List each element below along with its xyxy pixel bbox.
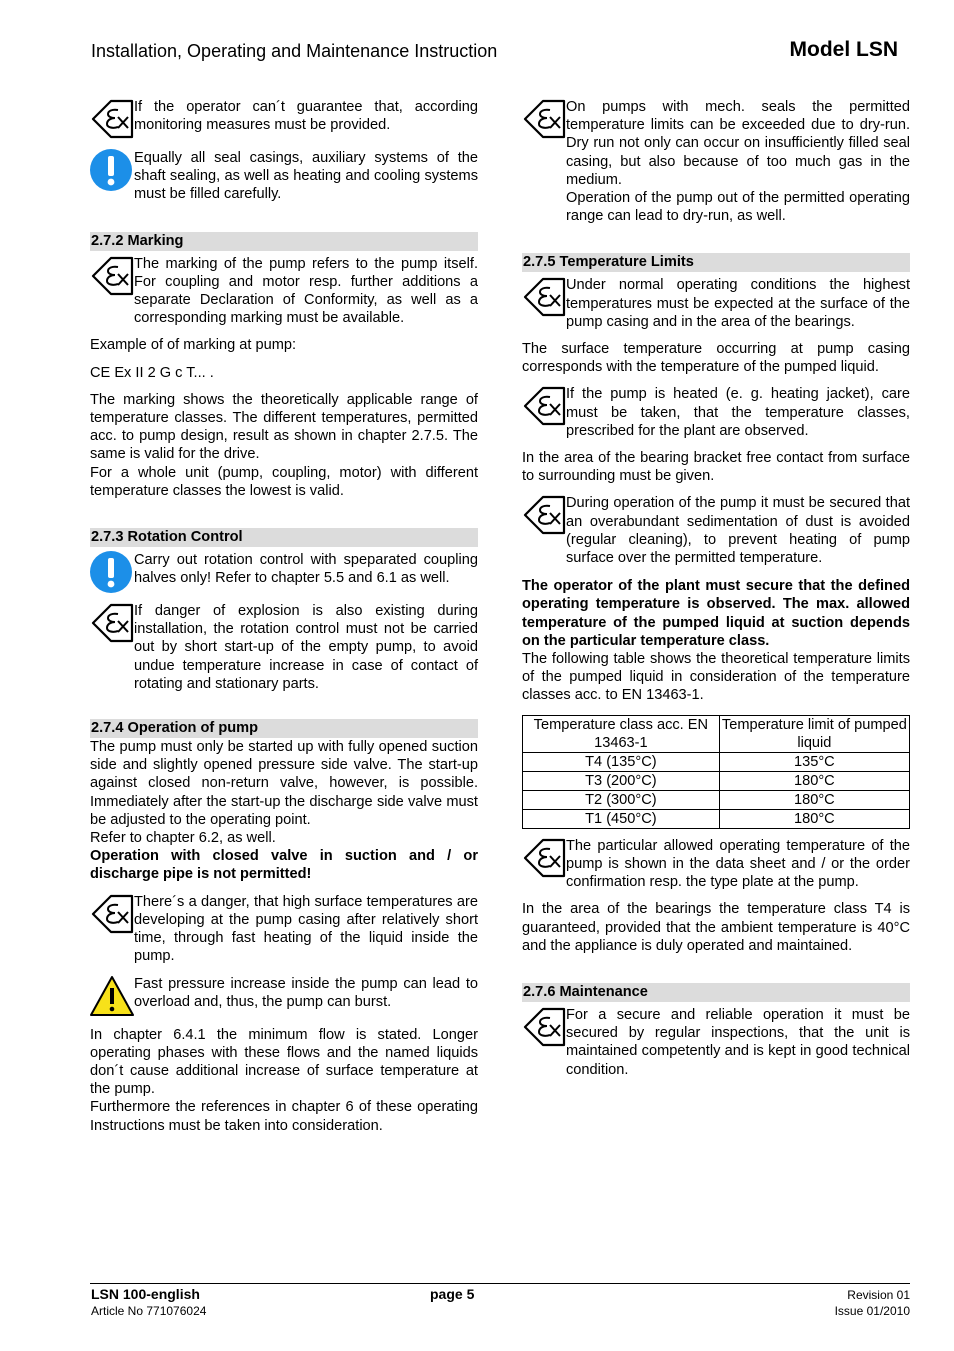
paragraph: In chapter 6.4.1 the minimum flow is stated. Longer operating phases with these flows and the named liquids don´t cause additional increase of surface temperature at the pump. (90, 1026, 478, 1098)
table-cell: 180°C (719, 771, 909, 790)
ex-note (522, 98, 910, 225)
ex-icon (90, 602, 134, 644)
note-text-part: On pumps with mech. seals the permitted temperature limits can be exceeded due to dry-run. Dry run not only can occur on insufficiently filled seal casing, but also because of too much gas in the medium. (566, 99, 910, 188)
note-text: If the operator can´t guarantee that, according monitoring measures must be provided. (134, 99, 478, 134)
warning-icon (90, 975, 134, 1017)
temperature-table (522, 715, 910, 829)
note-text (566, 98, 910, 225)
note-text: The marking of the pump refers to the pump itself. For coupling and motor resp. further additions a separate Declaration of Conformity, as well as a corresponding marking must be available. (134, 255, 478, 327)
note-text: Under normal operating conditions the highest temperatures must be expected at the surface of the pump casing and in the area of the bearings. (566, 277, 910, 330)
warning-note (90, 975, 478, 1017)
ex-note (522, 1006, 910, 1079)
ex-note (522, 385, 910, 440)
ex-note (90, 98, 478, 140)
footer-issue: Issue 01/2010 (834, 1304, 910, 1318)
note-text: The particular allowed operating temperature of the pump is shown in the data sheet and / or the order confirmation resp. the type plate at the pump. (566, 837, 910, 891)
info-note (90, 551, 478, 593)
table-row (523, 752, 910, 771)
paragraph-bold: The operator of the plant must secure that the defined operating temperature is observed. The max. allowed temperature of the pumped liquid at suction depends on the particular temperature class. (522, 578, 910, 649)
ex-icon (90, 893, 134, 935)
paragraph: The pump must only be started up with fully opened suction side and slightly opened pressure side valve. The start-up against closed non-return valve, however, is possible. Immediately after the start-up the discharge side valve must be adjusted to the operating point. (90, 739, 478, 828)
info-note (90, 149, 478, 204)
header-title: Installation, Operating and Maintenance Instruction (91, 41, 498, 61)
paragraph-bold: Operation with closed valve in suction and / or discharge pipe is not permitted! (90, 848, 478, 883)
table-cell: T3 (200°C) (523, 771, 720, 790)
table-cell: 180°C (719, 790, 909, 809)
table-cell: 180°C (719, 809, 909, 828)
ex-icon (522, 98, 566, 140)
ex-note (90, 255, 478, 328)
footer-page: page 5 (430, 1286, 475, 1302)
table-header-row (523, 715, 910, 752)
ex-icon (90, 255, 134, 297)
note-text: There´s a danger, that high surface temperatures are developing at the pump casing after relatively short time, through fast heating of the liquid inside the pump. (134, 893, 478, 965)
left-column (90, 98, 478, 1144)
footer-rule (90, 1283, 910, 1284)
footer-doc: LSN 100-english (91, 1286, 200, 1302)
table-row (523, 790, 910, 809)
ex-note (522, 276, 910, 331)
table-row (523, 771, 910, 790)
ex-icon (522, 276, 566, 318)
paragraph: In the area of the bearings the temperature class T4 is guaranteed, provided that the ambient temperature is 40°C and the appliance is duly operated and maintained. (522, 901, 910, 954)
paragraph: In the area of the bearing bracket free contact from surface to surrounding must be given. (522, 450, 910, 485)
ex-icon (522, 1006, 566, 1048)
paragraph: The marking shows the theoretically applicable range of temperature classes. The different temperatures, permitted acc. to pump design, result as shown in chapter 2.7.5. The same is valid for the drive. (90, 391, 478, 463)
table-cell: T4 (135°C) (523, 752, 720, 771)
section-heading: 2.7.5 Temperature Limits (522, 253, 910, 272)
table-header-cell: Temperature class acc. EN 13463-1 (523, 715, 720, 752)
ex-icon (522, 494, 566, 536)
paragraph: Example of of marking at pump: (90, 337, 297, 354)
info-icon (90, 551, 134, 593)
note-text: If the pump is heated (e. g. heating jacket), care must be taken, that the temperature classes, prescribed for the plant are observed. (566, 386, 910, 439)
section-heading: 2.7.4 Operation of pump (90, 719, 478, 738)
paragraph: The surface temperature occurring at pump casing corresponds with the temperature of the pumped liquid. (522, 341, 910, 376)
paragraph: The following table shows the theoretical temperature limits of the pumped liquid in consideration of the temperature classes acc. to EN 13463-1. (522, 651, 910, 704)
note-text: Equally all seal casings, auxiliary systems of the shaft sealing, as well as heating and cooling systems must be filled carefully. (134, 150, 478, 203)
section-heading: 2.7.3 Rotation Control (90, 528, 478, 547)
note-text: If danger of explosion is also existing during installation, the rotation control must not be carried out by short start-up of the empty pump, to avoid undue temperature increase in case of contact of rotating and stationary parts. (134, 603, 478, 692)
footer-revision: Revision 01 (847, 1288, 910, 1302)
paragraph: Refer to chapter 6.2, as well. (90, 830, 276, 847)
table-cell: T1 (450°C) (523, 809, 720, 828)
ex-note (90, 602, 478, 693)
note-text: Carry out rotation control with speparated coupling halves only! Refer to chapter 5.5 and 6.1 as well. (134, 552, 478, 587)
paragraph: For a whole unit (pump, coupling, motor) with different temperature classes the lowest is valid. (90, 464, 478, 499)
table-header-cell: Temperature limit of pumped liquid (719, 715, 909, 752)
header-model: Model LSN (789, 38, 898, 61)
section-heading: 2.7.6 Maintenance (522, 983, 910, 1002)
section-heading: 2.7.2 Marking (90, 232, 478, 251)
paragraph: Furthermore the references in chapter 6 of these operating Instructions must be taken into consideration. (90, 1099, 478, 1134)
note-text: During operation of the pump it must be secured that an overabundant sedimentation of dust is avoided (regular cleaning), to prevent heating of pump surface over the permitted temperature. (566, 495, 910, 567)
ex-icon (522, 385, 566, 427)
ex-note (522, 494, 910, 567)
note-text: Fast pressure increase inside the pump can lead to overload and, thus, the pump can burst. (134, 975, 478, 1010)
paragraph: CE Ex II 2 G c T... . (90, 364, 214, 381)
table-cell: 135°C (719, 752, 909, 771)
ex-icon (522, 837, 566, 879)
ex-note (522, 837, 910, 892)
note-text: For a secure and reliable operation it must be secured by regular inspections, that the unit is maintained competently and is kept in good technical condition. (566, 1006, 910, 1078)
note-text-part: Operation of the pump out of the permitted operating range can lead to dry-run, as well. (566, 190, 910, 225)
ex-note (90, 893, 478, 966)
table-row (523, 809, 910, 828)
table-cell: T2 (300°C) (523, 790, 720, 809)
right-column (522, 98, 910, 1088)
info-icon (90, 149, 134, 191)
ex-icon (90, 98, 134, 140)
footer-article: Article No 771076024 (91, 1304, 207, 1318)
